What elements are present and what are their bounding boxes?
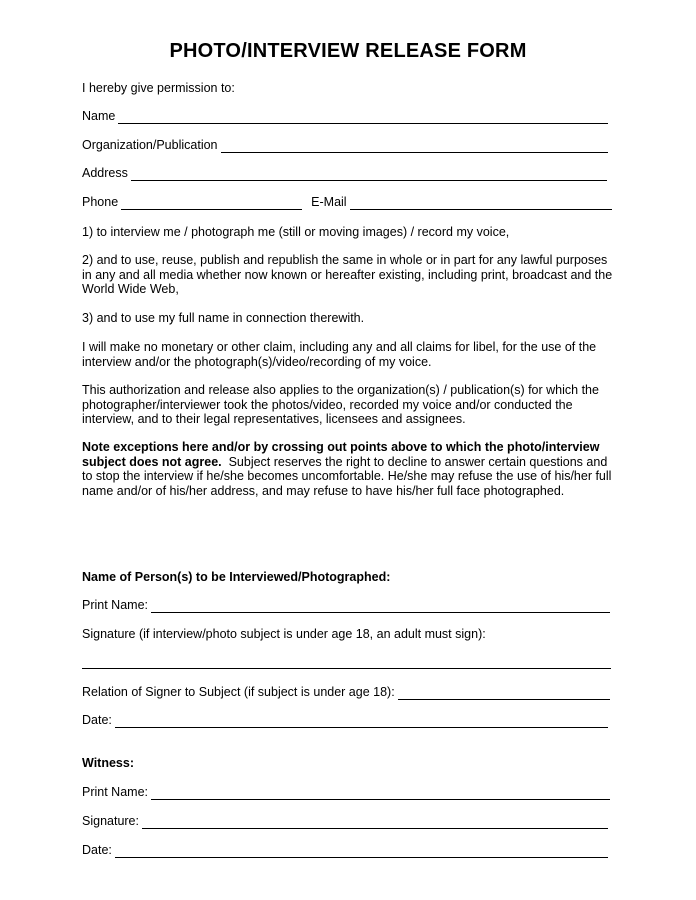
organization-label: Organization/Publication bbox=[82, 138, 218, 152]
witness-signature-input-line[interactable] bbox=[142, 816, 608, 829]
authorization-paragraph: This authorization and release also applies to the organization(s) / publication(s) for which the photographer/interviewer took the photos/video, recorded my voice and/or conducted the interview, and to their legal representatives, licensees and assignees. bbox=[82, 383, 599, 426]
subject-print-name-row bbox=[82, 598, 610, 613]
address-label: Address bbox=[82, 166, 128, 180]
witness-date-row bbox=[82, 843, 608, 858]
email-label: E-Mail bbox=[311, 195, 347, 209]
subject-print-name-label: Print Name: bbox=[82, 598, 148, 612]
exceptions-note-text: Subject reserves the right to decline to answer certain questions and to stop the interview if he/she becomes uncomfortable. He/she may refuse the use of his/her full name and/or of his/her address, and may refuse to have his/her full face photographed. bbox=[82, 454, 612, 498]
subject-signature-label: Signature (if interview/photo subject is under age 18, an adult must sign): bbox=[82, 627, 486, 641]
email-input-line[interactable] bbox=[350, 197, 612, 210]
exceptions-paragraph bbox=[82, 440, 617, 498]
subject-date-label: Date: bbox=[82, 713, 112, 727]
name-input-line[interactable] bbox=[118, 111, 608, 124]
phone-input-line[interactable] bbox=[121, 197, 302, 210]
phone-email-row bbox=[82, 195, 612, 210]
form-title: PHOTO/INTERVIEW RELEASE FORM bbox=[169, 40, 527, 62]
organization-input-line[interactable] bbox=[221, 140, 608, 153]
subject-date-row bbox=[82, 713, 608, 728]
relation-label: Relation of Signer to Subject (if subject is under age 18): bbox=[82, 685, 395, 699]
permission-item-1: 1) to interview me / photograph me (still or moving images) / record my voice, bbox=[82, 225, 510, 239]
permission-item-3: 3) and to use my full name in connection therewith. bbox=[82, 311, 365, 325]
witness-signature-label: Signature: bbox=[82, 814, 139, 828]
name-label: Name bbox=[82, 109, 116, 123]
witness-date-label: Date: bbox=[82, 843, 112, 857]
permission-item-2: 2) and to use, reuse, publish and republish the same in whole or in part for any lawful purposes in any and all media whether now known or hereafter existing, including print, broadcast and the World Wide Web, bbox=[82, 253, 613, 296]
witness-section-heading: Witness: bbox=[82, 756, 134, 770]
relation-input-line[interactable] bbox=[398, 687, 610, 700]
intro-text: I hereby give permission to: bbox=[82, 81, 235, 95]
organization-field-row bbox=[82, 138, 608, 153]
subject-section-heading: Name of Person(s) to be Interviewed/Photographed: bbox=[82, 570, 391, 584]
witness-print-name-input-line[interactable] bbox=[151, 787, 610, 800]
phone-label: Phone bbox=[82, 195, 119, 209]
witness-print-name-row bbox=[82, 785, 610, 800]
subject-signature-input-line[interactable] bbox=[82, 656, 611, 669]
subject-print-name-input-line[interactable] bbox=[151, 600, 610, 613]
address-input-line[interactable] bbox=[131, 168, 607, 181]
relation-row bbox=[82, 685, 610, 700]
witness-date-input-line[interactable] bbox=[115, 845, 608, 858]
exceptions-note-bold: Note exceptions here and/or by crossing out points above to which the photo/interview subject does not agree. bbox=[82, 440, 600, 469]
claims-paragraph: I will make no monetary or other claim, including any and all claims for libel, for the use of the interview and/or the photograph(s)/video/recording of my voice. bbox=[82, 340, 597, 369]
address-field-row bbox=[82, 166, 607, 181]
name-field-row bbox=[82, 109, 608, 124]
witness-signature-row bbox=[82, 814, 608, 829]
subject-date-input-line[interactable] bbox=[115, 715, 608, 728]
witness-print-name-label: Print Name: bbox=[82, 785, 148, 799]
